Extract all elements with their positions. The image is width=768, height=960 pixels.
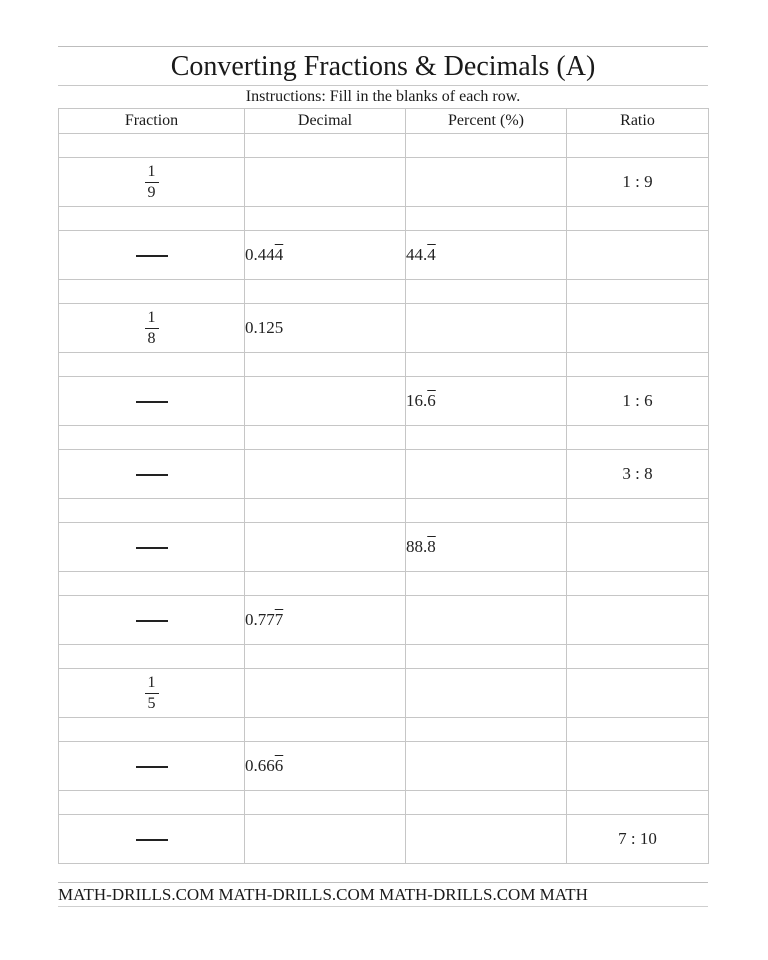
decimal-repeating-digit: 4 [274, 245, 284, 264]
decimal-value: 0.77 [245, 610, 275, 629]
percent-cell [406, 231, 567, 280]
spacer-cell [59, 499, 245, 523]
fraction-cell[interactable] [59, 596, 245, 645]
percent-value: 44. [406, 245, 428, 264]
spacer-cell [59, 791, 245, 815]
percent-cell[interactable] [406, 158, 567, 207]
fraction-cell[interactable] [59, 523, 245, 572]
fraction-cell [59, 304, 245, 353]
fraction-blank-line[interactable] [136, 620, 168, 622]
spacer-cell [245, 499, 406, 523]
spacer-cell [567, 791, 709, 815]
fraction-denominator: 5 [147, 694, 156, 712]
spacer-cell [567, 718, 709, 742]
spacer-cell [59, 134, 245, 158]
table-row [59, 450, 709, 499]
fraction-denominator: 8 [147, 329, 156, 347]
percent-repeating-digit: 8 [427, 537, 436, 556]
percent-cell[interactable] [406, 304, 567, 353]
ratio-cell[interactable] [567, 523, 709, 572]
spacer-cell [59, 426, 245, 450]
footer-rule [58, 882, 708, 883]
column-header-percent: Percent (%) [406, 109, 567, 134]
ratio-cell [567, 158, 709, 207]
decimal-cell[interactable] [245, 815, 406, 864]
instructions-text: Instructions: Fill in the blanks of each row. [245, 88, 521, 105]
decimal-cell[interactable] [245, 523, 406, 572]
spacer-cell [59, 353, 245, 377]
fraction-numerator: 1 [145, 309, 159, 329]
spacer-cell [245, 572, 406, 596]
percent-cell[interactable] [406, 450, 567, 499]
fraction-blank-line[interactable] [136, 401, 168, 403]
spacer-cell [59, 280, 245, 304]
spacer-cell [567, 645, 709, 669]
spacer-cell [567, 426, 709, 450]
spacer-cell [406, 499, 567, 523]
spacer-row [59, 718, 709, 742]
fraction [145, 163, 159, 202]
spacer-cell [245, 426, 406, 450]
decimal-cell[interactable] [245, 377, 406, 426]
spacer-row [59, 280, 709, 304]
percent-cell[interactable] [406, 669, 567, 718]
table-row [59, 669, 709, 718]
percent-repeating-digit: 4 [427, 245, 436, 264]
ratio-value: 7 : 10 [618, 829, 657, 848]
decimal-cell[interactable] [245, 669, 406, 718]
ratio-cell [567, 815, 709, 864]
spacer-cell [59, 572, 245, 596]
fraction-numerator: 1 [145, 674, 159, 694]
fraction-blank-line[interactable] [136, 474, 168, 476]
spacer-cell [245, 791, 406, 815]
decimal-cell [245, 304, 406, 353]
percent-value: 16. [406, 391, 428, 410]
top-rule [58, 46, 708, 47]
ratio-cell[interactable] [567, 231, 709, 280]
ratio-value: 1 : 6 [622, 391, 653, 410]
spacer-cell [59, 207, 245, 231]
spacer-cell [567, 353, 709, 377]
page-title: Converting Fractions & Decimals (A) [170, 51, 596, 82]
spacer-cell [245, 207, 406, 231]
fraction-cell [59, 669, 245, 718]
spacer-cell [406, 426, 567, 450]
percent-cell[interactable] [406, 742, 567, 791]
table-row [59, 304, 709, 353]
percent-repeating-digit: 6 [427, 391, 436, 410]
percent-cell[interactable] [406, 815, 567, 864]
table-row [59, 815, 709, 864]
table-row [59, 742, 709, 791]
spacer-cell [567, 207, 709, 231]
spacer-row [59, 134, 709, 158]
decimal-repeating-digit: 7 [274, 610, 284, 629]
decimal-value: 0.66 [245, 756, 275, 775]
fraction-blank-line[interactable] [136, 766, 168, 768]
title-rule [58, 85, 708, 86]
table-row [59, 523, 709, 572]
fraction-cell[interactable] [59, 742, 245, 791]
decimal-cell [245, 596, 406, 645]
percent-value: 88. [406, 537, 428, 556]
spacer-cell [406, 134, 567, 158]
decimal-cell[interactable] [245, 450, 406, 499]
ratio-value: 3 : 8 [622, 464, 653, 483]
spacer-cell [567, 572, 709, 596]
spacer-cell [567, 499, 709, 523]
spacer-row [59, 645, 709, 669]
decimal-repeating-digit: 6 [274, 756, 284, 775]
spacer-cell [406, 718, 567, 742]
spacer-cell [406, 791, 567, 815]
footer-bottom-rule [58, 906, 708, 907]
spacer-cell [59, 645, 245, 669]
ratio-cell[interactable] [567, 596, 709, 645]
fraction-blank-line[interactable] [136, 547, 168, 549]
percent-cell [406, 523, 567, 572]
fraction-blank-line[interactable] [136, 839, 168, 841]
spacer-cell [567, 134, 709, 158]
fraction-cell[interactable] [59, 377, 245, 426]
spacer-cell [406, 280, 567, 304]
percent-cell[interactable] [406, 596, 567, 645]
spacer-cell [245, 718, 406, 742]
spacer-cell [245, 353, 406, 377]
column-header-fraction: Fraction [59, 109, 245, 134]
fraction-denominator: 9 [147, 183, 156, 201]
fraction [145, 309, 159, 348]
fraction-cell [59, 158, 245, 207]
decimal-cell [245, 742, 406, 791]
fraction-numerator: 1 [145, 163, 159, 183]
decimal-cell [245, 231, 406, 280]
spacer-cell [406, 207, 567, 231]
fraction-cell[interactable] [59, 450, 245, 499]
table-row [59, 596, 709, 645]
table-row [59, 231, 709, 280]
fraction [145, 674, 159, 713]
spacer-cell [567, 280, 709, 304]
table-row [59, 158, 709, 207]
ratio-cell[interactable] [567, 669, 709, 718]
fraction-cell[interactable] [59, 231, 245, 280]
spacer-cell [406, 572, 567, 596]
spacer-cell [245, 134, 406, 158]
ratio-cell[interactable] [567, 304, 709, 353]
spacer-cell [59, 718, 245, 742]
footer-watermark: MATH-DRILLS.COM MATH-DRILLS.COM MATH-DRILLS.COM MATH [58, 885, 588, 904]
spacer-row [59, 426, 709, 450]
column-header-ratio: Ratio [567, 109, 709, 134]
ratio-value: 1 : 9 [622, 172, 653, 191]
spacer-cell [245, 280, 406, 304]
fraction-cell[interactable] [59, 815, 245, 864]
table-body [59, 134, 709, 864]
decimal-value: 0.125 [245, 318, 284, 337]
ratio-cell[interactable] [567, 742, 709, 791]
column-header-decimal: Decimal [245, 109, 406, 134]
ratio-cell [567, 377, 709, 426]
spacer-cell [245, 645, 406, 669]
conversion-table [58, 108, 709, 864]
spacer-cell [406, 353, 567, 377]
decimal-cell[interactable] [245, 158, 406, 207]
spacer-row [59, 499, 709, 523]
header-row [59, 109, 709, 134]
spacer-row [59, 572, 709, 596]
spacer-row [59, 207, 709, 231]
table-row [59, 377, 709, 426]
decimal-value: 0.44 [245, 245, 275, 264]
percent-cell [406, 377, 567, 426]
spacer-row [59, 353, 709, 377]
ratio-cell [567, 450, 709, 499]
spacer-cell [406, 645, 567, 669]
spacer-row [59, 791, 709, 815]
fraction-blank-line[interactable] [136, 255, 168, 257]
